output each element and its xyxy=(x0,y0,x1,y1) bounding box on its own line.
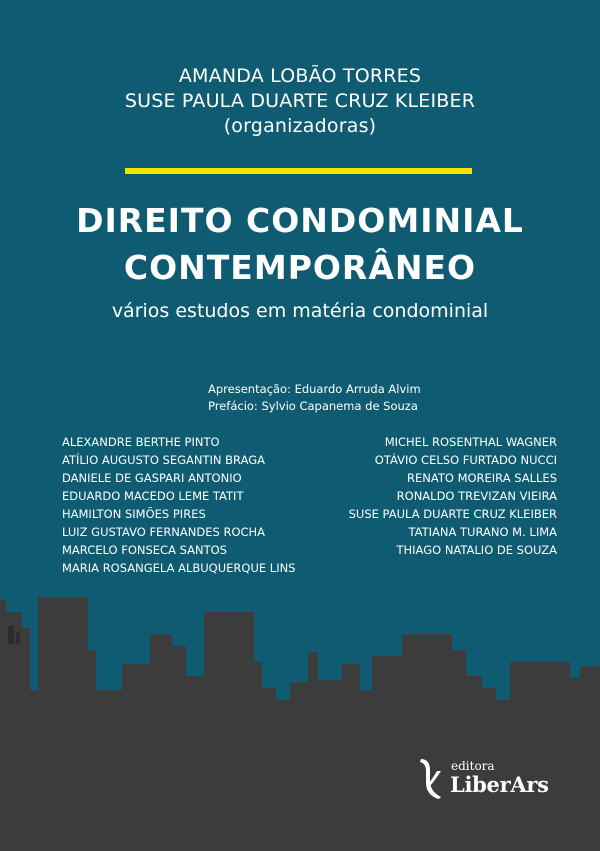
publisher-label: editora xyxy=(451,759,495,773)
presentation-credit: Apresentação: Eduardo Arruda Alvim xyxy=(208,382,421,396)
publisher-name: LiberArs xyxy=(450,772,549,797)
author-name: LUIZ GUSTAVO FERNANDES ROCHA xyxy=(62,525,266,539)
author-name: RENATO MOREIRA SALLES xyxy=(407,471,557,485)
author-name: ALEXANDRE BERTHE PINTO xyxy=(62,435,220,449)
author-name: MARIA ROSANGELA ALBUQUERQUE LINS xyxy=(62,561,296,575)
author-name: ATÍLIO AUGUSTO SEGANTIN BRAGA xyxy=(62,453,266,467)
book-subtitle: vários estudos em matéria condominial xyxy=(111,300,489,322)
author-name: RONALDO TREVIZAN VIEIRA xyxy=(396,489,557,503)
publisher-mark-icon xyxy=(417,757,445,801)
preface-credit: Prefácio: Sylvio Capanema de Souza xyxy=(208,399,418,413)
title-line: CONTEMPORÂNEO xyxy=(123,248,477,287)
author-name: SUSE PAULA DUARTE CRUZ KLEIBER xyxy=(348,507,557,521)
author-name: EDUARDO MACEDO LEME TATIT xyxy=(62,489,244,503)
title-line: DIREITO CONDOMINIAL xyxy=(76,201,524,240)
author-name: HAMILTON SIMÕES PIRES xyxy=(62,507,206,521)
author-name: THIAGO NATALIO DE SOUZA xyxy=(396,543,557,557)
editor-name: AMANDA LOBÃO TORRES xyxy=(178,65,422,87)
editor-name: SUSE PAULA DUARTE CRUZ KLEIBER xyxy=(124,90,476,112)
author-name: DANIELE DE GASPARI ANTONIO xyxy=(62,471,242,485)
author-name: TATIANA TURANO M. LIMA xyxy=(408,525,557,539)
author-name: MICHEL ROSENTHAL WAGNER xyxy=(384,435,557,449)
author-name: MARCELO FONSECA SANTOS xyxy=(62,543,227,557)
editors-role: (organizadoras) xyxy=(223,115,377,137)
author-name: OTÁVIO CELSO FURTADO NUCCI xyxy=(374,453,557,467)
publisher-logo xyxy=(417,757,557,801)
